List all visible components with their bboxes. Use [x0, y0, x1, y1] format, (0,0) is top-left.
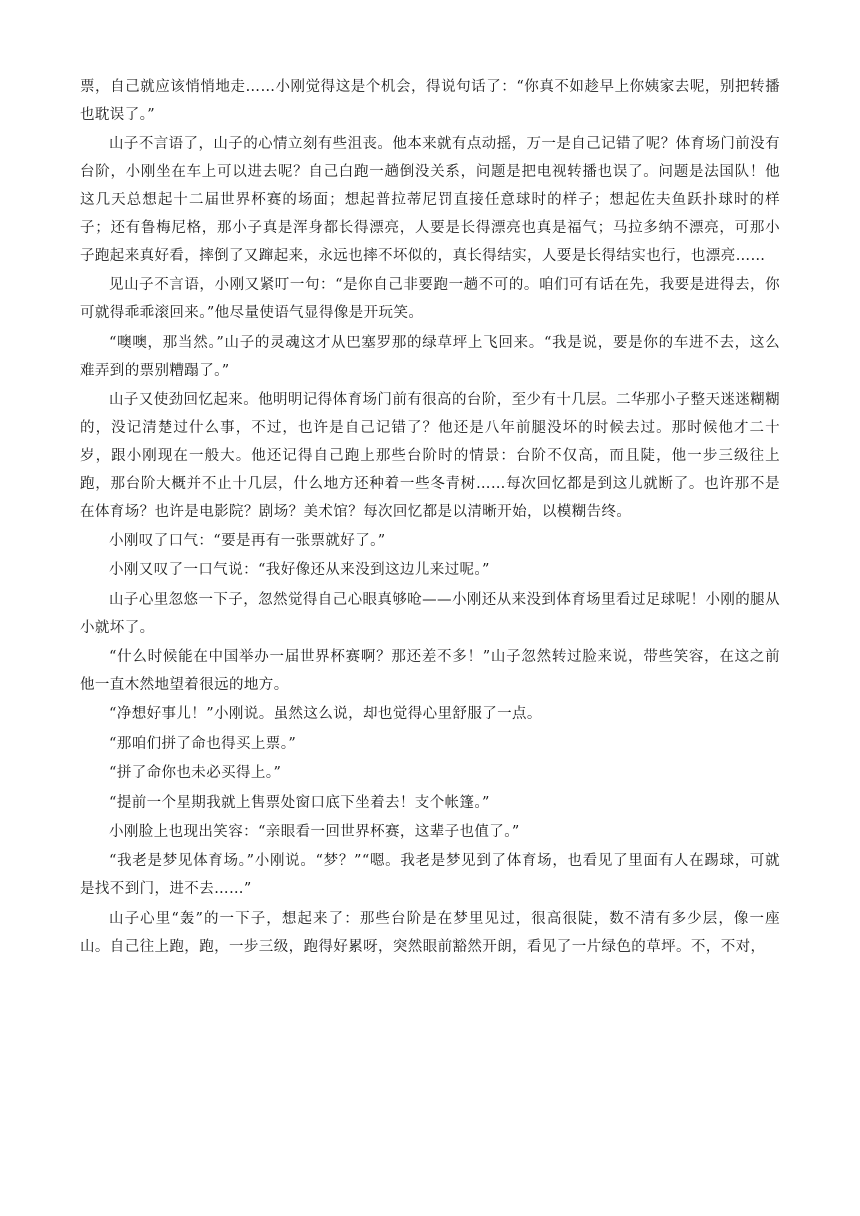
paragraph: “噢噢，那当然。”山子的灵魂这才从巴塞罗那的绿草坪上飞回来。“我是说，要是你的车进不去，这么难弄到的票别糟蹋了。”: [80, 334, 780, 379]
paragraph: 见山子不言语，小刚又紧叮一句：“是你自己非要跑一趟不可的。咱们可有话在先，我要是进得去，你可就得乖乖滚回来。”他尽量使语气显得像是开玩笑。: [80, 277, 780, 322]
paragraph: 小刚叹了口气：“要是再有一张票就好了。”: [109, 533, 386, 549]
story-text: [80, 74, 780, 963]
paragraph: “那咱们拼了命也得买上票。”: [109, 735, 297, 752]
paragraph: 山子不言语了，山子的心情立刻有些沮丧。他本来就有点动摇，万一是自己记错了呢？体育场门前没有台阶，小刚坐在车上可以进去呢？自己白跑一趟倒没关系，问题是把电视转播也误了。问题是法国队！他这几天总想起十二届世界杯赛的场面；想起普拉蒂尼罚直接任意球时的样子；想起佐夫鱼跃扑球时的样子；还有鲁梅尼格，那小子真是浑身都长得漂亮，人要是长得漂亮也真是福气；马拉多纳不漂亮，可那小子跑起来真好看，摔倒了又蹿起来，永远也摔不坏似的，真长得结实，人要是长得结实也行，也漂亮……: [80, 136, 780, 264]
paragraph: 山子心里“轰”的一下子，想起来了：那些台阶是在梦里见过，很高很陡，数不清有多少层，像一座山。自己往上跑，跑，一步三级，跑得好累呀，突然眼前豁然开朗，看见了一片绿色的草坪。不，不对，: [80, 910, 780, 955]
paragraph: 小刚又叹了一口气说：“我好像还从来没到这边儿来过呢。”: [109, 562, 490, 579]
paragraph: 山子又使劲回忆起来。他明明记得体育场门前有很高的台阶，至少有十几层。二华那小子整天迷迷糊糊的，没记清楚过什么事，不过，也许是自己记错了？他还是八年前腿没坏的时候去过。那时候他才二十岁，跟小刚现在一般大。他还记得自己跑上那些台阶时的情景：台阶不仅高，而且陡，他一步三级往上跑，那台阶大概并不止十几层，什么地方还种着一些冬青树……每次回忆都是到这儿就断了。也许那不是在体育场？也许是电影院？剧场？美术馆？每次回忆都是以清晰开始，以模糊告终。: [80, 391, 780, 520]
paragraph: 票，自己就应该悄悄地走……小刚觉得这是个机会，得说句话了：“你真不如趁早上你姨家去呢，别把转播也耽误了。”: [80, 79, 780, 123]
paragraph: “拼了命你也未必买得上。”: [109, 765, 282, 782]
paragraph: 小刚脸上也现出笑容：“亲眼看一回世界杯赛，这辈子也值了。”: [109, 824, 520, 841]
paragraph: “我老是梦见体育场。”小刚说。“梦？”“嗯。我老是梦见到了体育场，也看见了里面有人在踢球，可就是找不到门，进不去……”: [80, 853, 780, 898]
paragraph: “提前一个星期我就上售票处窗口底下坐着去！支个帐篷。”: [109, 794, 490, 811]
paragraph: 山子心里忽悠一下子，忽然觉得自己心眼真够呛——小刚还从来没到体育场里看过足球呢！小刚的腿从小就坏了。: [80, 591, 780, 636]
paragraph: “什么时候能在中国举办一届世界杯赛啊？那还差不多！”山子忽然转过脸来说，带些笑容，在这之前他一直木然地望着很远的地方。: [80, 649, 780, 694]
paragraph: “净想好事儿！”小刚说。虽然这么说，却也觉得心里舒服了一点。: [109, 706, 542, 723]
